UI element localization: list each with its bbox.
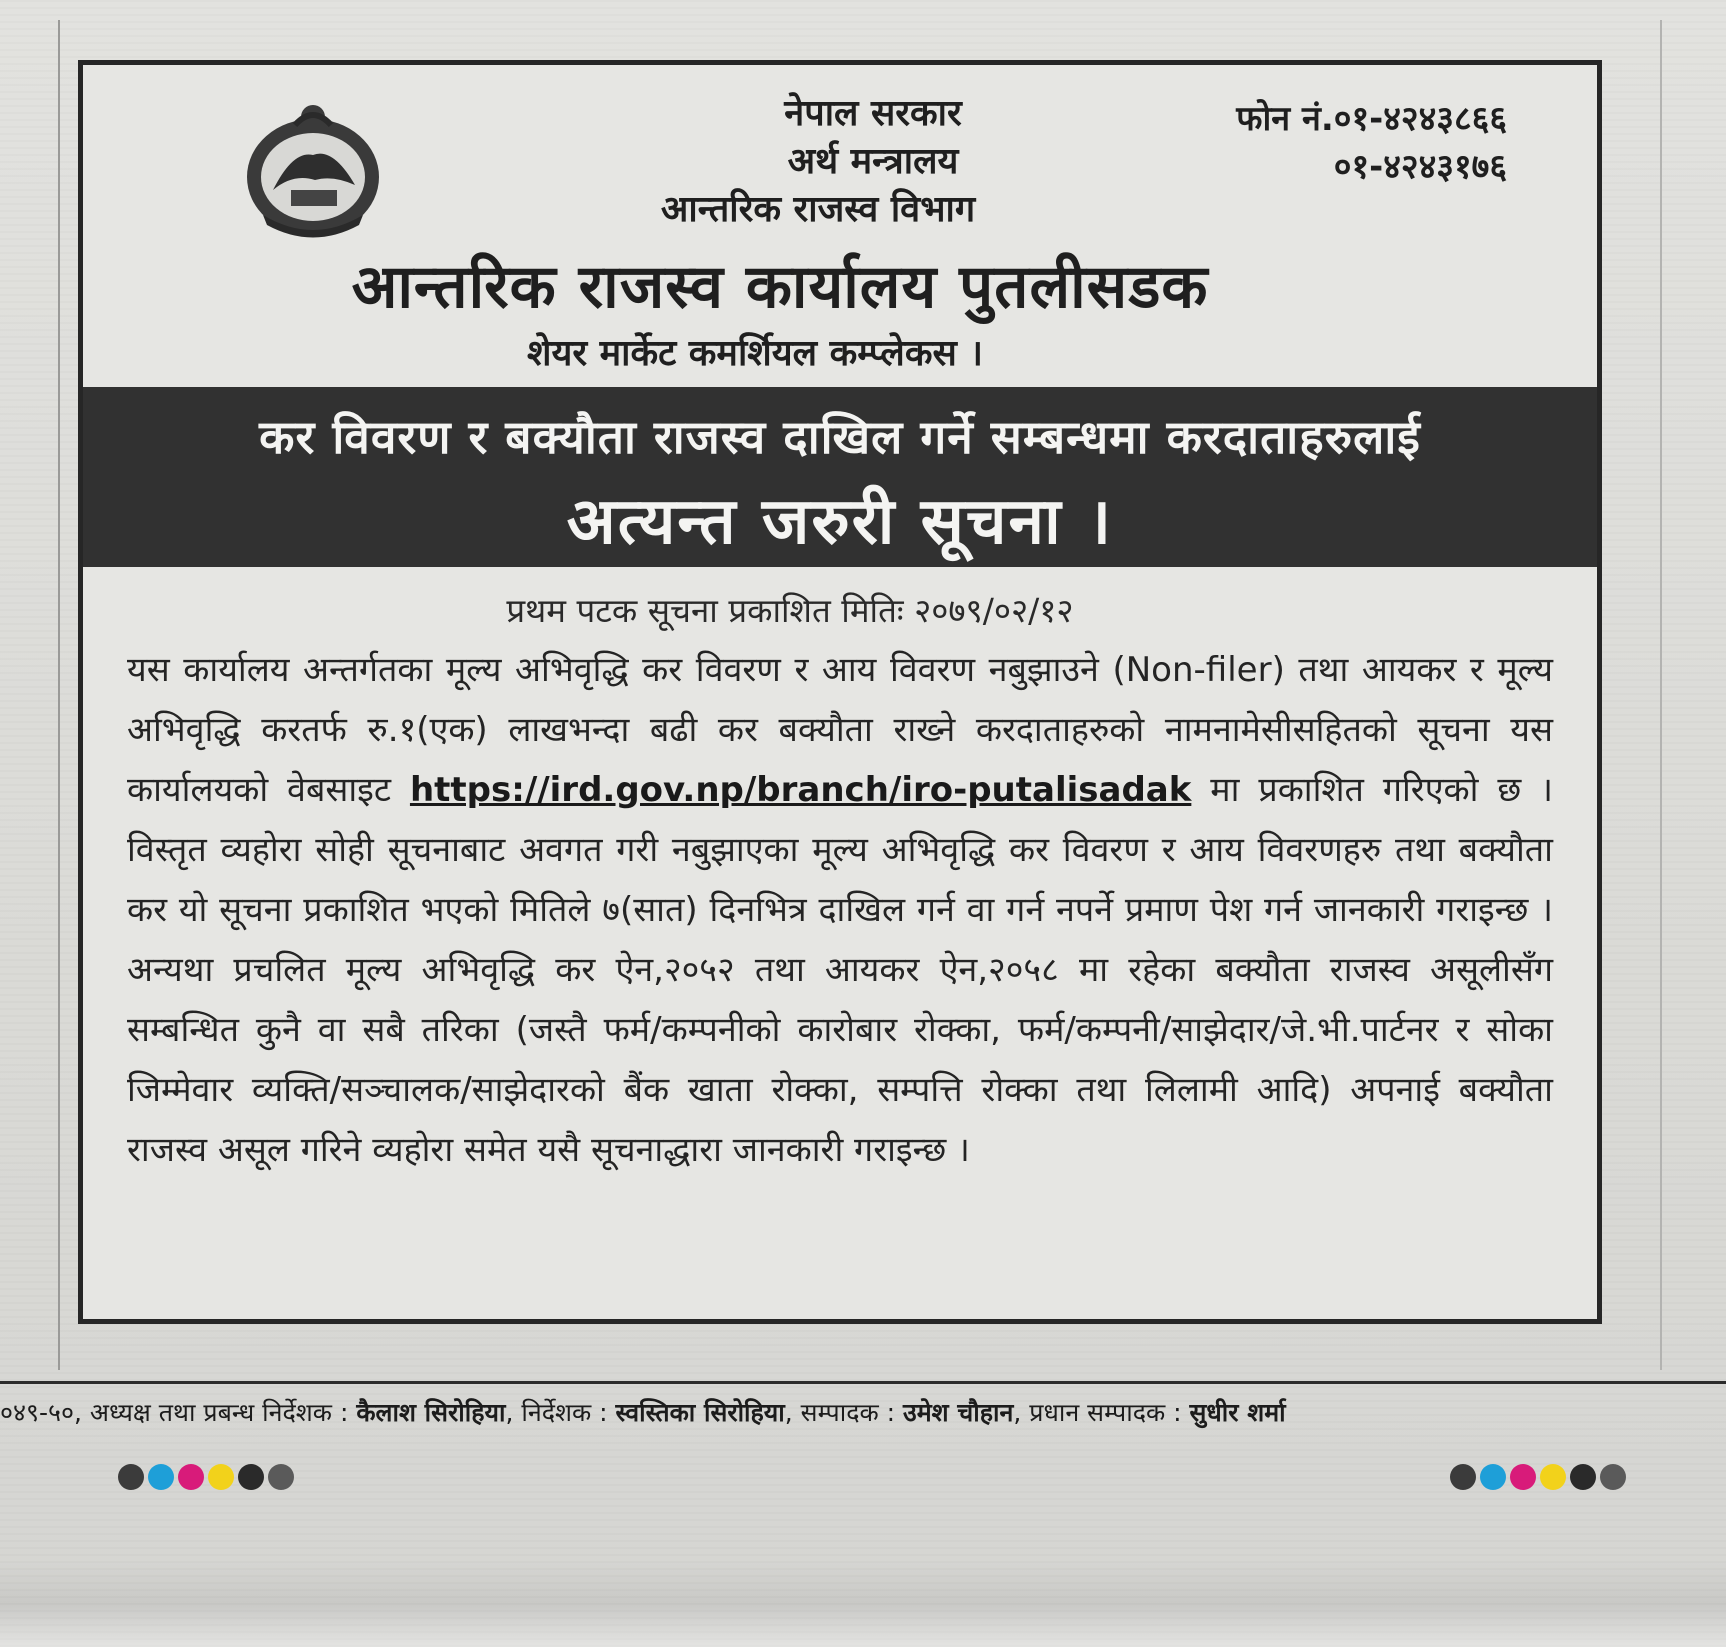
notice-banner xyxy=(83,387,1597,567)
registration-marks-right xyxy=(1450,1464,1626,1490)
director-label: , निर्देशक : xyxy=(505,1398,616,1427)
column-rule-left xyxy=(58,20,60,1370)
registration-dot xyxy=(208,1464,234,1490)
registration-dot xyxy=(1510,1464,1536,1490)
chief-editor-label: , प्रधान सम्पादक : xyxy=(1013,1398,1190,1427)
notice-text-before-url: यस कार्यालय अन्तर्गतका मूल्य अभिवृद्धि कर विवरण र आय विवरण नबुझाउने (Non-filer) तथा आयकर र मूल्य अभिवृद्धि करतर्फ रु.१(एक) लाखभन्दा बढी कर बक्यौता राख्ने करदाताहरुको नामनामेसीसहितको सूचना यस कार्यालयको वेबसाइट xyxy=(127,650,1553,810)
office-title: आन्तरिक राजस्व कार्यालय पुतलीसडक xyxy=(351,252,1209,322)
department-name: आन्तरिक राजस्व विभाग xyxy=(660,189,976,230)
phone-numbers xyxy=(1236,95,1507,191)
banner-headline: अत्यन्त जरुरी सूचना । xyxy=(566,485,1114,559)
chairman-name: कैलाश सिरोहिया xyxy=(356,1398,506,1427)
editor-label: , सम्पादक : xyxy=(784,1398,904,1427)
registration-dot xyxy=(1480,1464,1506,1490)
publication-date: प्रथम पटक सूचना प्रकाशित मितिः २०७९/०२/१२ xyxy=(506,591,1074,630)
masthead-credits xyxy=(0,1395,1640,1429)
notice-header xyxy=(83,65,1597,387)
notice-advertisement xyxy=(78,60,1602,1324)
notice-text-after-url: मा प्रकाशित गरिएको छ । विस्तृत व्यहोरा सोही सूचनाबाट अवगत गरी नबुझाएका मूल्य अभिवृद्धि कर विवरण र आय विवरणहरु तथा बक्यौता कर यो सूचना प्रकाशित भएको मितिले ७(सात) दिनभित्र दाखिल गर्न वा गर्न नपर्ने प्रमाण पेश गर्न जानकारी गराइन्छ । अन्यथा प्रचलित मूल्य अभिवृद्धि कर ऐन,२०५२ तथा आयकर ऐन,२०५८ मा रहेका बक्यौता राजस्व असूलीसँग सम्बन्धित कुनै वा सबै तरिका (जस्तै फर्म/कम्पनीको कारोबार रोक्का, फर्म/कम्पनी/साझेदार/जे.भी.पार्टनर र सोका जिम्मेवार व्यक्ति/सञ्चालक/साझेदारको बैंक खाता रोक्का, सम्पत्ति रोक्का तथा लिलामी आदि) अपनाई बक्यौता राजस्व असूल गरिने व्यहोरा समेत यसै सूचनाद्धारा जानकारी गराइन्छ । xyxy=(127,770,1553,1170)
credits-prefix: ०४९-५०, अध्यक्ष तथा प्रबन्ध निर्देशक : xyxy=(0,1398,357,1427)
registration-dot xyxy=(118,1464,144,1490)
registration-dot xyxy=(1600,1464,1626,1490)
registration-dot xyxy=(178,1464,204,1490)
registration-dot xyxy=(238,1464,264,1490)
registration-dot xyxy=(1570,1464,1596,1490)
notice-paragraph xyxy=(127,640,1553,1180)
registration-dot xyxy=(268,1464,294,1490)
phone-number-2: ०१-४२४३१७६ xyxy=(1333,147,1507,187)
banner-subject: कर विवरण र बक्यौता राजस्व दाखिल गर्ने सम्बन्धमा करदाताहरुलाई xyxy=(259,410,1421,464)
phone-number-1: फोन नं.०१-४२४३८६६ xyxy=(1236,99,1507,139)
government-name: नेपाल सरकार xyxy=(784,93,962,134)
column-rule-right xyxy=(1660,20,1662,1370)
notice-body xyxy=(83,567,1597,1180)
editor-name: उमेश चौहान xyxy=(903,1398,1014,1427)
registration-dot xyxy=(148,1464,174,1490)
registration-dot xyxy=(1540,1464,1566,1490)
paper-fold-shadow xyxy=(0,1560,1726,1647)
registration-dot xyxy=(1450,1464,1476,1490)
footer-rule xyxy=(0,1381,1726,1384)
chief-editor-name: सुधीर शर्मा xyxy=(1189,1398,1286,1427)
organization-hierarchy xyxy=(573,90,1213,234)
office-address: शेयर मार्केट कमर्शियल कम्प्लेकस । xyxy=(526,333,984,374)
website-link[interactable]: https://ird.gov.np/branch/iro-putalisadak xyxy=(409,770,1192,810)
ministry-name: अर्थ मन्त्रालय xyxy=(787,141,959,182)
director-name: स्वस्तिका सिरोहिया xyxy=(615,1398,785,1427)
nepal-government-emblem-icon xyxy=(233,95,393,245)
registration-marks-left xyxy=(118,1464,294,1490)
